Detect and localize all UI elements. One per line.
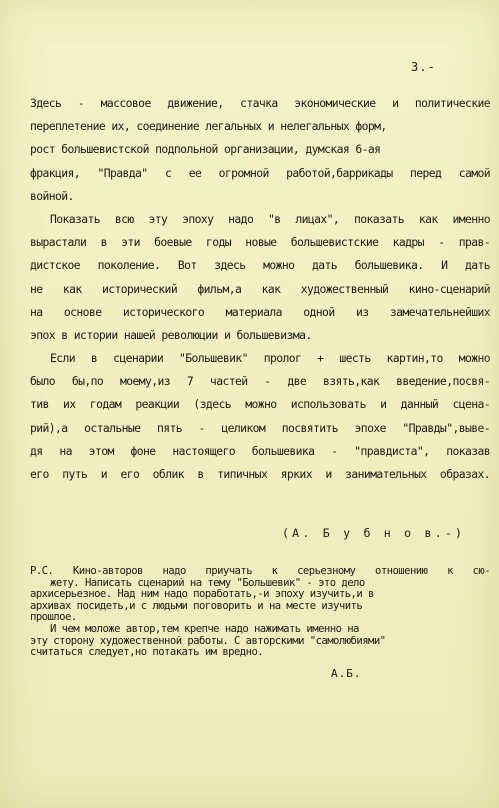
page-number: 3.- bbox=[411, 60, 436, 74]
postscript-line: прошлое. bbox=[30, 612, 77, 624]
main-body-text bbox=[30, 92, 490, 486]
body-line: дистское поколение. Вот здесь можно дать большевика. И дать bbox=[30, 258, 490, 273]
postscript-line: архивах посидеть,и с людьми поговорить и на месте изучить bbox=[30, 600, 363, 612]
body-line: фракция, "Правда" с ее огромной работой,баррикады перед самой bbox=[30, 165, 490, 180]
body-line: его путь и его облик в типичных ярких и занимательных образах. bbox=[30, 467, 490, 481]
body-line: на основе исторического материала одной из замечательнейших bbox=[30, 304, 490, 319]
postscript-line: И чем моложе автор,тем крепче надо нажимать именно на bbox=[50, 623, 359, 635]
body-line: Показать всю эту эпоху надо "в лицах", показать как именно bbox=[50, 211, 490, 226]
body-line: рий),а остальные пять - целиком посвятить эпохе "Правды",выве- bbox=[30, 420, 490, 435]
body-line: рост большевистской подпольной организации, думская 6-ая bbox=[30, 142, 381, 157]
body-line: вырастали в эти боевые годы новые большевистские кадры - прав- bbox=[30, 235, 490, 250]
body-line: эпох в истории нашей революции и большевизма. bbox=[30, 327, 312, 342]
body-line: не как исторический фильм,а как художественный кино-сценарий bbox=[30, 281, 490, 296]
body-line: дя на этом фоне настоящего большевика - "правдиста", показав bbox=[30, 443, 490, 458]
postscript-initials: А.Б. bbox=[331, 667, 362, 680]
body-line: тив их годам реакции (здесь можно использовать и данный сцена- bbox=[30, 397, 490, 412]
postscript-line: архисерьезное. Над ним надо поработать,-и эпоху изучить,и в bbox=[30, 589, 374, 601]
body-line: Здесь - массовое движение, стачка экономические и политические bbox=[30, 96, 490, 110]
postscript-text bbox=[30, 566, 490, 659]
signature-line: (А. Б у б н о в.-) bbox=[282, 526, 466, 540]
body-line: Если в сценарии "Большевик" пролог + шесть картин,то можно bbox=[50, 351, 490, 366]
body-line: войной. bbox=[30, 188, 74, 203]
postscript-line: считаться следует,но потакать им вредно. bbox=[30, 647, 264, 659]
postscript-line: Р.С. Кино-авторов надо приучать к серьезному отношению к сю- bbox=[30, 566, 490, 577]
body-line: переплетение их, соединение легальных и нелегальных форм, bbox=[30, 119, 387, 134]
body-line: было бы,по моему,из 7 частей - две взять,как введение,посвя- bbox=[30, 374, 490, 389]
postscript-line: эту сторону художественной работы. С авторскими "самолюбиями" bbox=[30, 635, 386, 647]
postscript-line: жету. Написать сценарий на тему "Большевик" - это дело bbox=[50, 577, 365, 589]
